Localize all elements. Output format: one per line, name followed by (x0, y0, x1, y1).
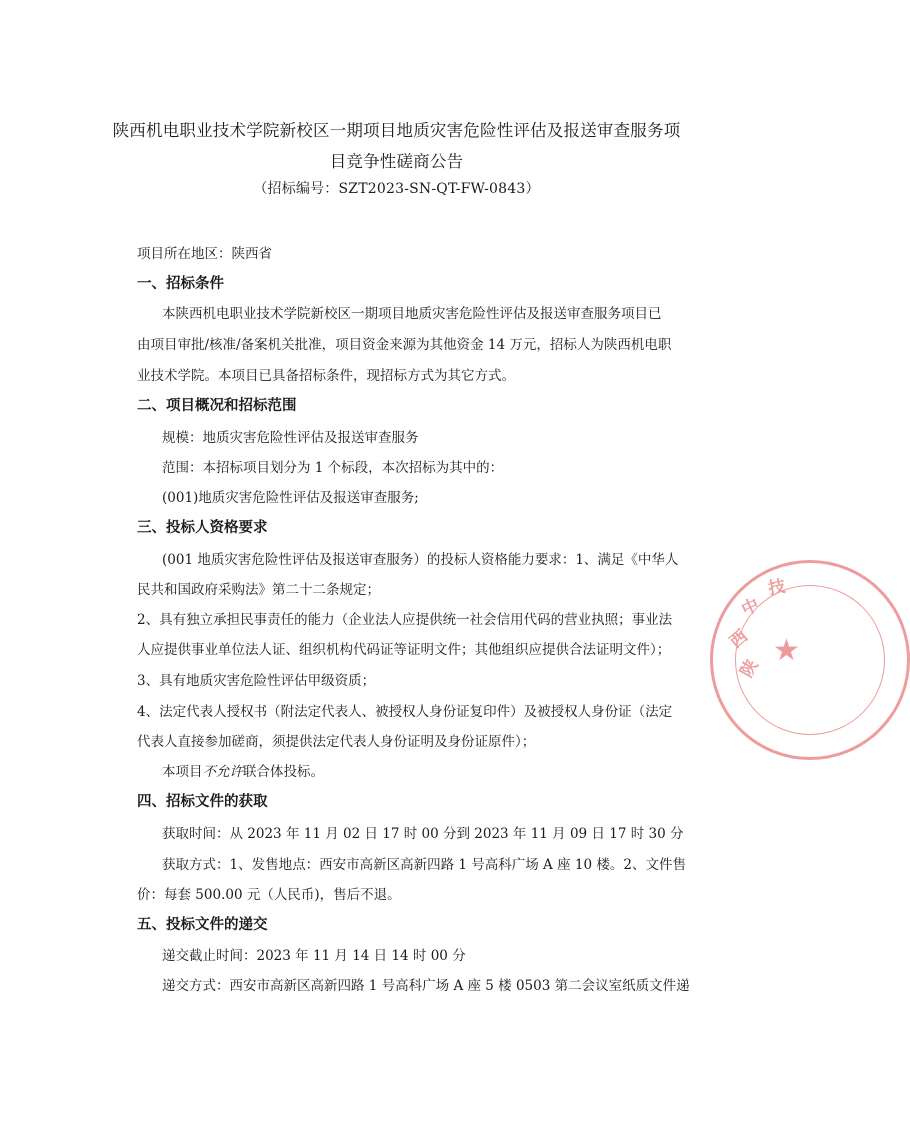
s1-paragraph-line-3: 业技术学院。本项目已具备招标条件，现招标方式为其它方式。 (137, 368, 515, 384)
s3-req1-line-2: 民共和国政府采购法》第二十二条规定； (137, 582, 380, 598)
seal-char-2: 西 (726, 626, 753, 653)
seal-star-icon: ★ (773, 633, 800, 668)
s3-consortium (162, 764, 324, 780)
section-3-heading: 三、投标人资格要求 (137, 519, 268, 536)
section-1-heading: 一、招标条件 (137, 275, 224, 292)
consortium-emphasis: 不允许 (202, 764, 243, 780)
s3-req4-line-2: 代表人直接参加磋商，须提供法定代表人身份证明及身份证原件）； (137, 734, 536, 750)
s5-deadline: 递交截止时间：2023 年 11 月 14 日 14 时 00 分 (162, 948, 466, 964)
s4-time: 获取时间：从 2023 年 11 月 02 日 17 时 00 分到 2023 年 11 月 09 日 17 时 30 分 (162, 826, 684, 842)
title-line-1: 陕西机电职业技术学院新校区一期项目地质灾害危险性评估及报送审查服务项 (112, 121, 681, 140)
tender-number: （招标编号：SZT2023-SN-QT-FW-0843） (253, 181, 540, 197)
consortium-prefix: 本项目 (162, 764, 203, 780)
s4-method-line-2: 价：每套 500.00 元（人民币)，售后不退。 (137, 887, 401, 903)
seal-char-4: 技 (766, 576, 788, 600)
s1-paragraph-line-2: 由项目审批/核准/备案机关批准，项目资金来源为其他资金 14 万元，招标人为陕西机电职 (137, 337, 672, 353)
s1-paragraph-line-1: 本陕西机电职业技术学院新校区一期项目地质灾害危险性评估及报送审查服务项目已 (162, 306, 662, 322)
s5-method: 递交方式：西安市高新区高新四路 1 号高科广场 A 座 5 楼 0503 第二会议室纸质文件递 (162, 978, 690, 994)
section-2-heading: 二、项目概况和招标范围 (137, 397, 297, 414)
seal-char-1: 陕 (736, 656, 763, 682)
s3-req2-line-1: 2、具有独立承担民事责任的能力（企业法人应提供统一社会信用代码的营业执照；事业法 (137, 612, 673, 628)
section-5-heading: 五、投标文件的递交 (137, 916, 268, 933)
s4-method-line-1: 获取方式：1、发售地点：西安市高新区高新四路 1 号高科广场 A 座 10 楼。2、文件售 (162, 857, 686, 873)
s2-lot: (001)地质灾害危险性评估及报送审查服务; (162, 490, 419, 506)
section-4-heading: 四、招标文件的获取 (137, 793, 268, 810)
consortium-suffix: 联合体投标。 (243, 764, 324, 780)
s3-req4-line-1: 4、法定代表人授权书（附法定代表人、被授权人身份证复印件）及被授权人身份证（法定 (137, 704, 673, 720)
title-line-2: 目竞争性磋商公告 (329, 152, 464, 171)
seal-char-3: 中 (738, 595, 763, 621)
official-seal-stamp (710, 560, 910, 760)
project-region: 项目所在地区：陕西省 (137, 246, 272, 262)
s3-req1-line-1: (001 地质灾害危险性评估及报送审查服务）的投标人资格能力要求：1、满足《中华人 (162, 552, 679, 568)
s2-scope: 范围：本招标项目划分为 1 个标段，本次招标为其中的： (162, 460, 504, 476)
s3-req3: 3、具有地质灾害危险性评估甲级资质； (137, 673, 376, 689)
s2-scale: 规模：地质灾害危险性评估及报送审查服务 (162, 430, 419, 446)
s3-req2-line-2: 人应提供事业单位法人证、组织机构代码证等证明文件；其他组织应提供合法证明文件）； (137, 642, 671, 658)
